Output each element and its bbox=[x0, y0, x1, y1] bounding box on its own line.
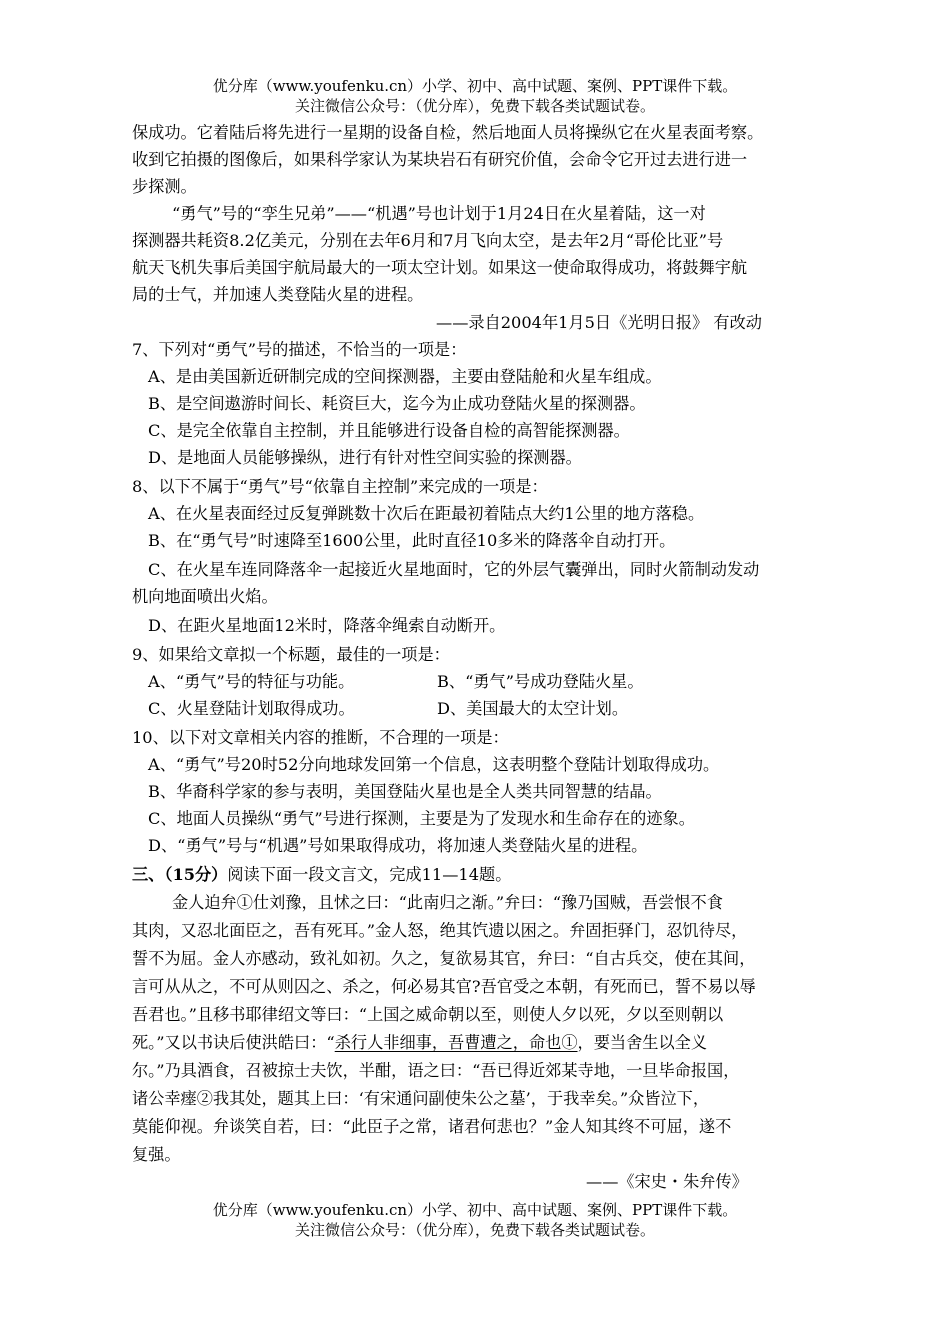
classical-line: 其肉，又忍北面臣之，吾有死耳。”金人怒，绝其饩遗以困之。弁固拒驿门，忍饥待尽， bbox=[132, 921, 748, 940]
q9-option-d: D、美国最大的太空计划。 bbox=[437, 699, 629, 718]
section-3-score: 三、（15分） bbox=[132, 865, 228, 884]
classical-source: ——《宋史・朱弁传》 bbox=[586, 1172, 748, 1191]
q9-stem: 9、如果给文章拟一个标题，最佳的一项是： bbox=[132, 645, 450, 664]
q7-stem: 7、下列对“勇气”号的描述，不恰当的一项是： bbox=[132, 340, 467, 359]
q10-option-a: A、“勇气”号20时52分向地球发回第一个信息，这表明整个登陆计划取得成功。 bbox=[148, 755, 720, 774]
q9-option-b: B、“勇气”号成功登陆火星。 bbox=[437, 672, 644, 691]
classical-line: 言可从从之，不可从则囚之、杀之，何必易其官?吾官受之本朝，有死而已，誓不易以辱 bbox=[132, 977, 756, 996]
q8-option-d: D、在距火星地面12米时，降落伞绳索自动断开。 bbox=[148, 616, 506, 635]
classical-line: 尔。”乃具酒食，召被掠士夫饮，半酣，语之曰：“吾已得近郊某寺地，一旦毕命报国， bbox=[132, 1061, 740, 1080]
q7-option-c: C、是完全依靠自主控制，并且能够进行设备自检的高智能探测器。 bbox=[148, 421, 630, 440]
q8-stem: 8、以下不属于“勇气”号“依靠自主控制”来完成的一项是： bbox=[132, 477, 548, 496]
q8-option-b: B、在“勇气号”时速降至1600公里，此时直径10多米的降落伞自动打开。 bbox=[148, 531, 676, 550]
classical-line: 复强。 bbox=[132, 1145, 181, 1164]
classical-line: 莫能仰视。弁谈笑自若，曰：“此臣子之常，诸君何悲也？”金人知其终不可屈，遂不 bbox=[132, 1117, 732, 1136]
passage-line: “勇气”号的“孪生兄弟”——“机遇”号也计划于1月24日在火星着陆，这一对 bbox=[172, 204, 706, 223]
classical-line: 诸公幸瘗②我其处，题其上曰：‘有宋通问副使朱公之墓’，于我幸矣。”众皆泣下， bbox=[132, 1089, 710, 1108]
classical-line: 吾君也。”且移书耶律绍文等曰：“上国之威命朝以至，则使人夕以死，夕以至则朝以 bbox=[132, 1005, 724, 1024]
classical-text: ，要当舍生以全义 bbox=[577, 1033, 708, 1052]
q8-option-a: A、在火星表面经过反复弹跳数十次后在距最初着陆点大约1公里的地方落稳。 bbox=[148, 504, 705, 523]
section-3-instruction: 阅读下面一段文言文，完成11—14题。 bbox=[227, 865, 512, 884]
q10-stem: 10、以下对文章相关内容的推断，不合理的一项是： bbox=[132, 728, 509, 747]
underlined-sentence: 杀行人非细事，吾曹遭之，命也① bbox=[334, 1033, 578, 1052]
header-line-2: 关注微信公众号：（优分库），免费下载各类试题试卷。 bbox=[294, 97, 655, 115]
passage-line: 探测器共耗资8.2亿美元，分别在去年6月和7月飞向太空，是去年2月“哥伦比亚”号 bbox=[132, 231, 724, 250]
footer-line-1: 优分库（www.youfenku.cn）小学、初中、高中试题、案例、PPT课件下载。 bbox=[212, 1201, 738, 1219]
classical-line: 金人迫弁①仕刘豫，且怵之曰：“此南归之渐。”弁曰：“豫乃国贼，吾尝恨不食 bbox=[172, 893, 723, 912]
passage-line: 局的士气，并加速人类登陆火星的进程。 bbox=[132, 285, 424, 304]
classical-line: 誓不为屈。金人亦感动，致礼如初。久之，复欲易其官，弁曰：“自古兵交，使在其间， bbox=[132, 949, 756, 968]
passage-line: 航天飞机失事后美国宇航局最大的一项太空计划。如果这一使命取得成功，将鼓舞宇航 bbox=[132, 258, 748, 277]
classical-line bbox=[132, 1031, 707, 1055]
q9-option-a: A、“勇气”号的特征与功能。 bbox=[148, 672, 355, 691]
passage-line: 收到它拍摄的图像后，如果科学家认为某块岩石有研究价值，会命令它开过去进行进一 bbox=[132, 150, 748, 169]
q9-option-c: C、火星登陆计划取得成功。 bbox=[148, 699, 355, 718]
header-line-1: 优分库（www.youfenku.cn）小学、初中、高中试题、案例、PPT课件下载。 bbox=[212, 77, 738, 95]
passage-source: ——录自2004年1月5日《光明日报》 有改动 bbox=[436, 313, 762, 332]
q10-option-c: C、地面人员操纵“勇气”号进行探测，主要是为了发现水和生命存在的迹象。 bbox=[148, 809, 695, 828]
q8-option-c-cont: 机向地面喷出火焰。 bbox=[132, 587, 278, 606]
q10-option-b: B、华裔科学家的参与表明，美国登陆火星也是全人类共同智慧的结晶。 bbox=[148, 782, 662, 801]
q7-option-d: D、是地面人员能够操纵，进行有针对性空间实验的探测器。 bbox=[148, 448, 582, 467]
passage-line: 保成功。它着陆后将先进行一星期的设备自检，然后地面人员将操纵它在火星表面考察。 bbox=[132, 123, 764, 142]
q7-option-b: B、是空间遨游时间长、耗资巨大，迄今为止成功登陆火星的探测器。 bbox=[148, 394, 646, 413]
footer-line-2: 关注微信公众号：（优分库），免费下载各类试题试卷。 bbox=[294, 1221, 655, 1239]
q10-option-d: D、“勇气”号与“机遇”号如果取得成功，将加速人类登陆火星的进程。 bbox=[148, 836, 648, 855]
section-3-heading bbox=[132, 863, 511, 887]
passage-line: 步探测。 bbox=[132, 177, 197, 196]
q8-option-c: C、在火星车连同降落伞一起接近火星地面时，它的外层气囊弹出，同时火箭制动发动 bbox=[148, 560, 760, 579]
q7-option-a: A、是由美国新近研制完成的空间探测器，主要由登陆舱和火星车组成。 bbox=[148, 367, 662, 386]
classical-text: 死。”又以书诀后使洪皓曰：“ bbox=[132, 1033, 335, 1052]
